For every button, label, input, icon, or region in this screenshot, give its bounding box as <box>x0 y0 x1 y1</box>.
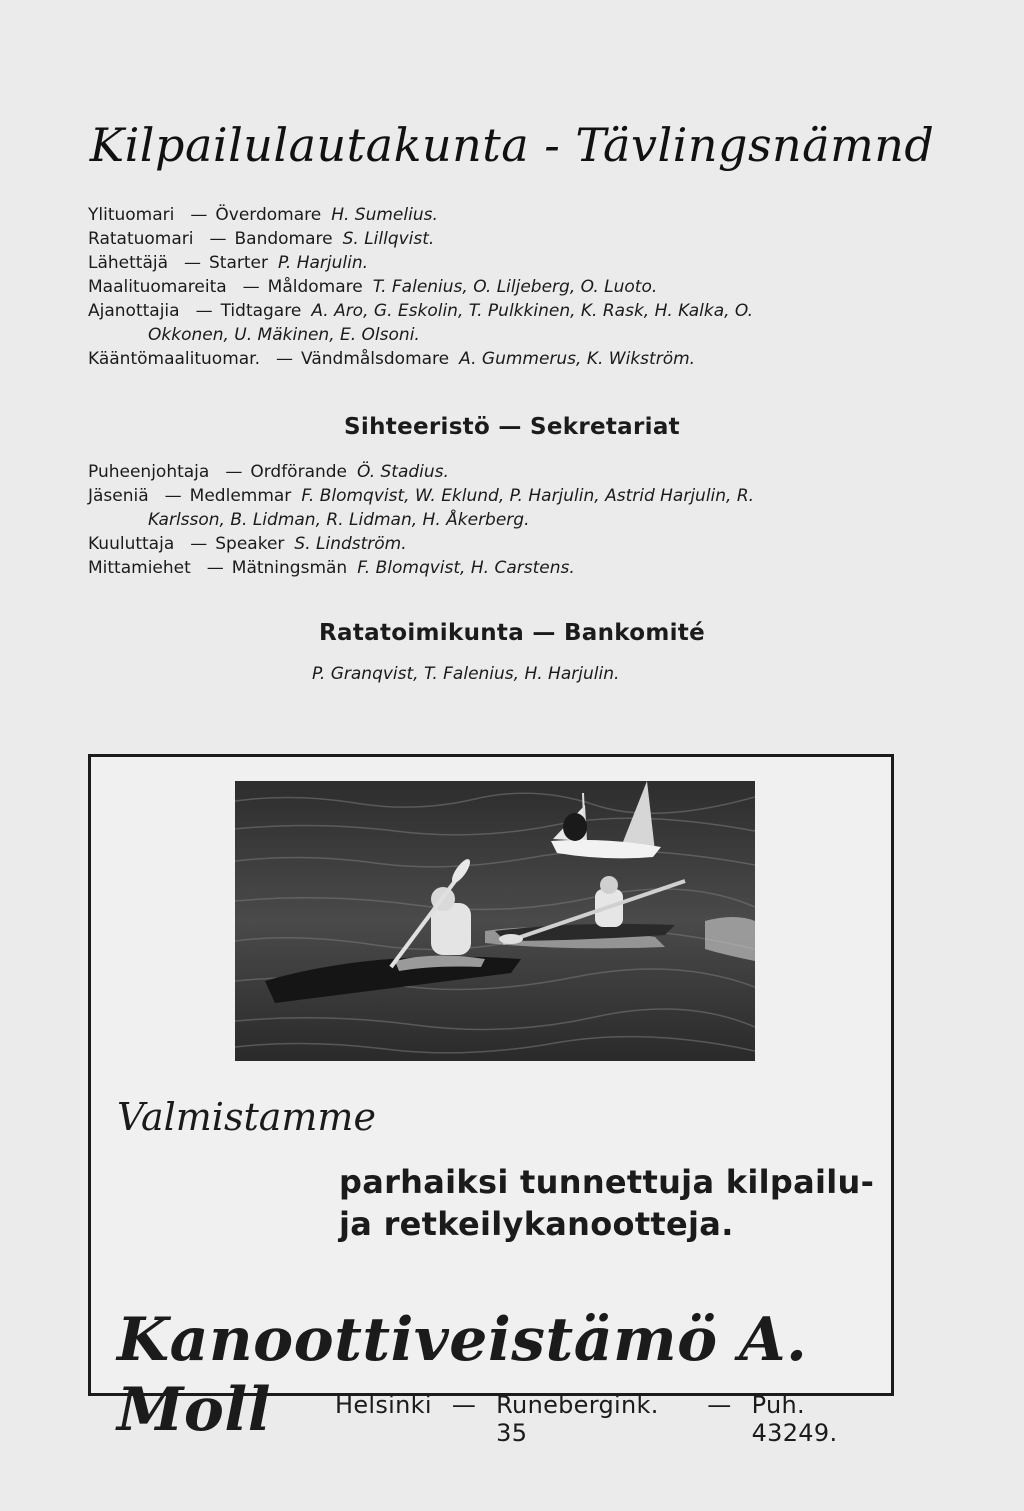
secretariat-list <box>88 460 918 580</box>
jury-row <box>88 203 918 227</box>
role-fi: Ratatuomari <box>88 229 194 249</box>
page-title <box>0 118 1024 172</box>
dash: — <box>225 462 243 482</box>
tagline-line-1: parhaiksi tunnettuja kilpailu- <box>339 1163 875 1201</box>
slogan: Valmistamme <box>117 1095 376 1139</box>
role-fi: Kääntömaalituomar. <box>88 349 261 369</box>
role-fi: Jäseniä <box>88 486 149 506</box>
role-fi: Mittamiehet <box>88 558 191 578</box>
names: A. Gummerus, K. Wikström. <box>459 349 696 369</box>
names: P. Harjulin. <box>278 253 369 273</box>
jury-row <box>88 347 918 371</box>
role-fi: Kuuluttaja <box>88 534 175 554</box>
role-sv: Överdomare <box>215 205 322 225</box>
address-separator: — <box>451 1391 477 1419</box>
names: S. Lindström. <box>294 534 407 554</box>
title-swedish: Tävlingsnämnd <box>575 118 935 172</box>
role-fi: Lähettäjä <box>88 253 169 273</box>
jury-row <box>88 299 918 323</box>
dash: — <box>195 301 213 321</box>
dash: — <box>209 229 227 249</box>
secretariat-row <box>88 532 918 556</box>
tagline <box>339 1161 874 1245</box>
dash: — <box>190 534 208 554</box>
role-sv: Medlemmar <box>189 486 292 506</box>
role-fi: Maalituomareita <box>88 277 227 297</box>
canoe-race-illustration <box>235 781 755 1061</box>
jury-row <box>88 275 918 299</box>
secretariat-heading: Sihteeristö — Sekretariat <box>344 414 680 440</box>
role-sv: Tidtagare <box>220 301 302 321</box>
jury-row <box>88 251 918 275</box>
company-address <box>335 1391 891 1447</box>
role-sv: Mätningsmän <box>231 558 348 578</box>
role-fi: Ylituomari <box>88 205 175 225</box>
dash: — <box>276 349 294 369</box>
role-sv: Ordförande <box>250 462 348 482</box>
names-continued: Okkonen, U. Mäkinen, E. Olsoni. <box>148 325 420 345</box>
canoe-race-photo <box>235 781 755 1061</box>
names: T. Falenius, O. Liljeberg, O. Luoto. <box>372 277 658 297</box>
secretariat-row <box>88 460 918 484</box>
role-fi: Ajanottajia <box>88 301 180 321</box>
names: H. Sumelius. <box>331 205 438 225</box>
role-sv: Vändmålsdomare <box>301 349 450 369</box>
address-city: Helsinki <box>335 1391 432 1419</box>
role-sv: Bandomare <box>234 229 333 249</box>
dash: — <box>184 253 202 273</box>
title-separator: - <box>544 118 561 172</box>
advertisement <box>88 754 894 1447</box>
secretariat-row <box>88 484 918 508</box>
role-sv: Måldomare <box>267 277 363 297</box>
role-sv: Speaker <box>215 534 285 554</box>
address-phone: Puh. 43249. <box>751 1391 838 1447</box>
dash: — <box>206 558 224 578</box>
address-street: Runebergink. 35 <box>496 1391 659 1447</box>
dash: — <box>190 205 208 225</box>
role-fi: Puheenjohtaja <box>88 462 210 482</box>
company-name: Kanoottiveistämö A. Moll <box>117 1305 808 1445</box>
names: Ö. Stadius. <box>357 462 449 482</box>
tagline-line-2: ja retkeilykanootteja. <box>339 1205 734 1243</box>
track-committee-names: P. Granqvist, T. Falenius, H. Harjulin. <box>312 664 620 684</box>
title-finnish: Kilpailulautakunta <box>89 118 530 172</box>
jury-list <box>88 203 918 371</box>
track-committee-heading: Ratatoimikunta — Bankomité <box>319 620 705 646</box>
jury-row <box>88 227 918 251</box>
names: A. Aro, G. Eskolin, T. Pulkkinen, K. Rask, H. Kalka, O. <box>311 301 754 321</box>
secretariat-row <box>88 556 918 580</box>
names: F. Blomqvist, H. Carstens. <box>357 558 575 578</box>
names-continued: Karlsson, B. Lidman, R. Lidman, H. Åkerberg. <box>148 510 530 530</box>
dash: — <box>164 486 182 506</box>
dash: — <box>242 277 260 297</box>
role-sv: Starter <box>209 253 268 273</box>
names: S. Lillqvist. <box>342 229 435 249</box>
address-separator: — <box>707 1391 732 1419</box>
names: F. Blomqvist, W. Eklund, P. Harjulin, Astrid Harjulin, R. <box>301 486 755 506</box>
